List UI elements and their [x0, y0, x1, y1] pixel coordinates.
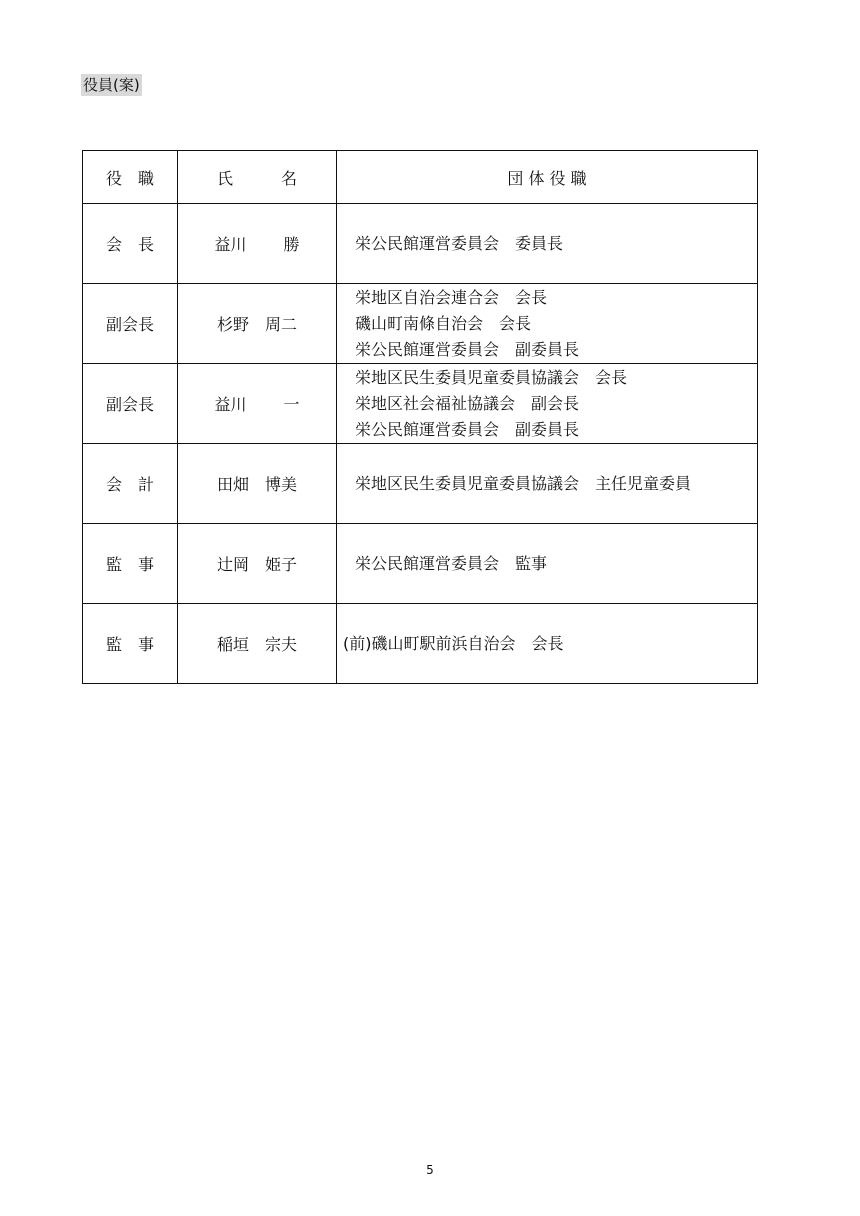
row-role: 監 事 [83, 604, 178, 684]
org-line: 栄公民館運営委員会 監事 [355, 553, 548, 573]
row-name: 辻岡 姫子 [178, 524, 337, 604]
row-role: 副会長 [83, 364, 178, 444]
table-row [83, 524, 758, 604]
header-role: 役 職 [83, 151, 178, 204]
row-name: 杉野 周二 [178, 284, 337, 364]
page-number: 5 [426, 1163, 434, 1177]
row-org [337, 204, 758, 284]
org-line: 栄地区民生委員児童委員協議会 主任児童委員 [355, 473, 692, 493]
row-name: 益川 勝 [178, 204, 337, 284]
row-name: 稲垣 宗夫 [178, 604, 337, 684]
header-org: 団 体 役 職 [337, 151, 758, 204]
table-row [83, 604, 758, 684]
org-line: 栄地区自治会連合会 会長 [355, 287, 548, 307]
row-name: 田畑 博美 [178, 444, 337, 524]
org-line: 栄公民館運営委員会 副委員長 [355, 339, 580, 359]
row-org [337, 524, 758, 604]
row-role: 会 計 [83, 444, 178, 524]
table-row [83, 204, 758, 284]
org-line: (前)磯山町駅前浜自治会 会長 [343, 633, 564, 653]
row-org [337, 364, 758, 444]
org-line: 栄地区社会福祉協議会 副会長 [355, 393, 580, 413]
table-row [83, 364, 758, 444]
officers-table [82, 150, 758, 684]
row-org [337, 444, 758, 524]
org-line: 栄地区民生委員児童委員協議会 会長 [355, 367, 628, 387]
org-line: 栄公民館運営委員会 副委員長 [355, 419, 580, 439]
document-heading: 役員(案) [83, 76, 140, 94]
row-org [337, 284, 758, 364]
org-line: 磯山町南條自治会 会長 [355, 313, 532, 333]
row-org [337, 604, 758, 684]
table-row [83, 284, 758, 364]
row-name: 益川 一 [178, 364, 337, 444]
row-role: 監 事 [83, 524, 178, 604]
row-role: 会 長 [83, 204, 178, 284]
header-name: 氏 名 [178, 151, 337, 204]
row-role: 副会長 [83, 284, 178, 364]
org-line: 栄公民館運営委員会 委員長 [355, 233, 564, 253]
table-header-row [83, 151, 758, 204]
table-row [83, 444, 758, 524]
